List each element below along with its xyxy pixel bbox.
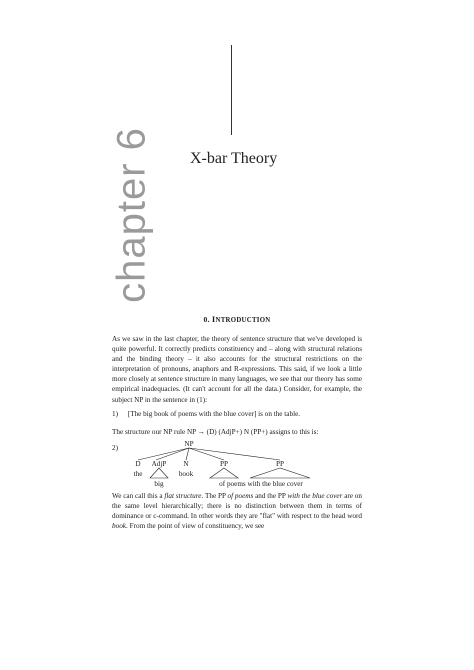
p2-s2: . The PP bbox=[201, 492, 228, 500]
chapter-label-container bbox=[109, 127, 154, 303]
section-title-initial: I bbox=[211, 314, 216, 324]
tree-node-adjp: AdjP bbox=[151, 460, 167, 468]
tree-branch-pp1 bbox=[189, 448, 224, 460]
p2-term-book: book bbox=[112, 522, 126, 531]
paragraph-1: As we saw in the last chapter, the theory of sentence structure that we've developed is quite powerful. It correctly predicts constituency and – along with structural relations and the binding theory – it also accounts for the structural restrictions on the interpretation of pronouns, anaphors and R-expressions. This said, if we look a little more closely at sentence structure in many languages, we see that our theory has some empirical inadequacies. (It can't account for all the data.) Consider, for example, the subject NP in the sentence in (1): bbox=[112, 335, 362, 404]
tree-root-np: NP bbox=[184, 440, 194, 448]
example-1-text: [The big book of poems with the blue cover] is on the table. bbox=[127, 410, 301, 418]
tree-branch-pp2 bbox=[189, 448, 280, 460]
section-number: 0. bbox=[203, 315, 210, 324]
example-1 bbox=[112, 410, 300, 418]
tree-branch-adjp bbox=[156, 448, 189, 460]
example-1-number: 1) bbox=[112, 410, 118, 418]
p2-s4: are on the same level hierarchically; there is no distinction between them in terms of dominance or c-command. In other words they are "flat" with respect to the head word bbox=[112, 492, 362, 521]
tree-triangle-pp1 bbox=[210, 468, 238, 478]
section-title bbox=[212, 314, 271, 324]
p2-term-with-the-blue-cover: with the blue cover bbox=[287, 492, 343, 500]
p2-s3: and the PP bbox=[253, 492, 288, 500]
p2-term-of-poems: of poems bbox=[227, 492, 254, 500]
tree-leaf-pps: of poems with the blue cover bbox=[219, 480, 303, 488]
tree-node-pp2: PP bbox=[276, 460, 284, 468]
chapter-label: chapter 6 bbox=[109, 127, 154, 303]
np-flat-tree bbox=[120, 438, 320, 490]
example-2-number: 2) bbox=[112, 444, 118, 452]
tree-triangle-adjp bbox=[150, 468, 168, 478]
tree-triangle-pp2 bbox=[250, 468, 310, 478]
tree-branch-n bbox=[186, 448, 189, 460]
section-title-rest: NTRODUCTION bbox=[215, 317, 271, 324]
tree-leaf-big: big bbox=[154, 480, 164, 488]
tree-leaf-book: book bbox=[178, 470, 194, 478]
vertical-rule bbox=[231, 45, 232, 135]
p2-term-flat-structure: flat structure bbox=[164, 492, 202, 500]
section-heading bbox=[0, 314, 474, 324]
p2-s1: We can call this a bbox=[112, 492, 165, 500]
chapter-title: X-bar Theory bbox=[190, 150, 278, 167]
np-rule-line: The structure our NP rule NP → (D) (AdjP+) N (PP+) assigns to this is: bbox=[112, 428, 319, 436]
tree-node-n: N bbox=[183, 460, 189, 468]
tree-leaf-the: the bbox=[133, 470, 143, 478]
tree-node-pp1: PP bbox=[220, 460, 228, 468]
tree-branch-d bbox=[138, 448, 189, 460]
tree-node-d: D bbox=[135, 460, 141, 468]
paragraph-2 bbox=[112, 491, 362, 531]
p2-s5: . From the point of view of constituency, we see bbox=[125, 522, 265, 531]
